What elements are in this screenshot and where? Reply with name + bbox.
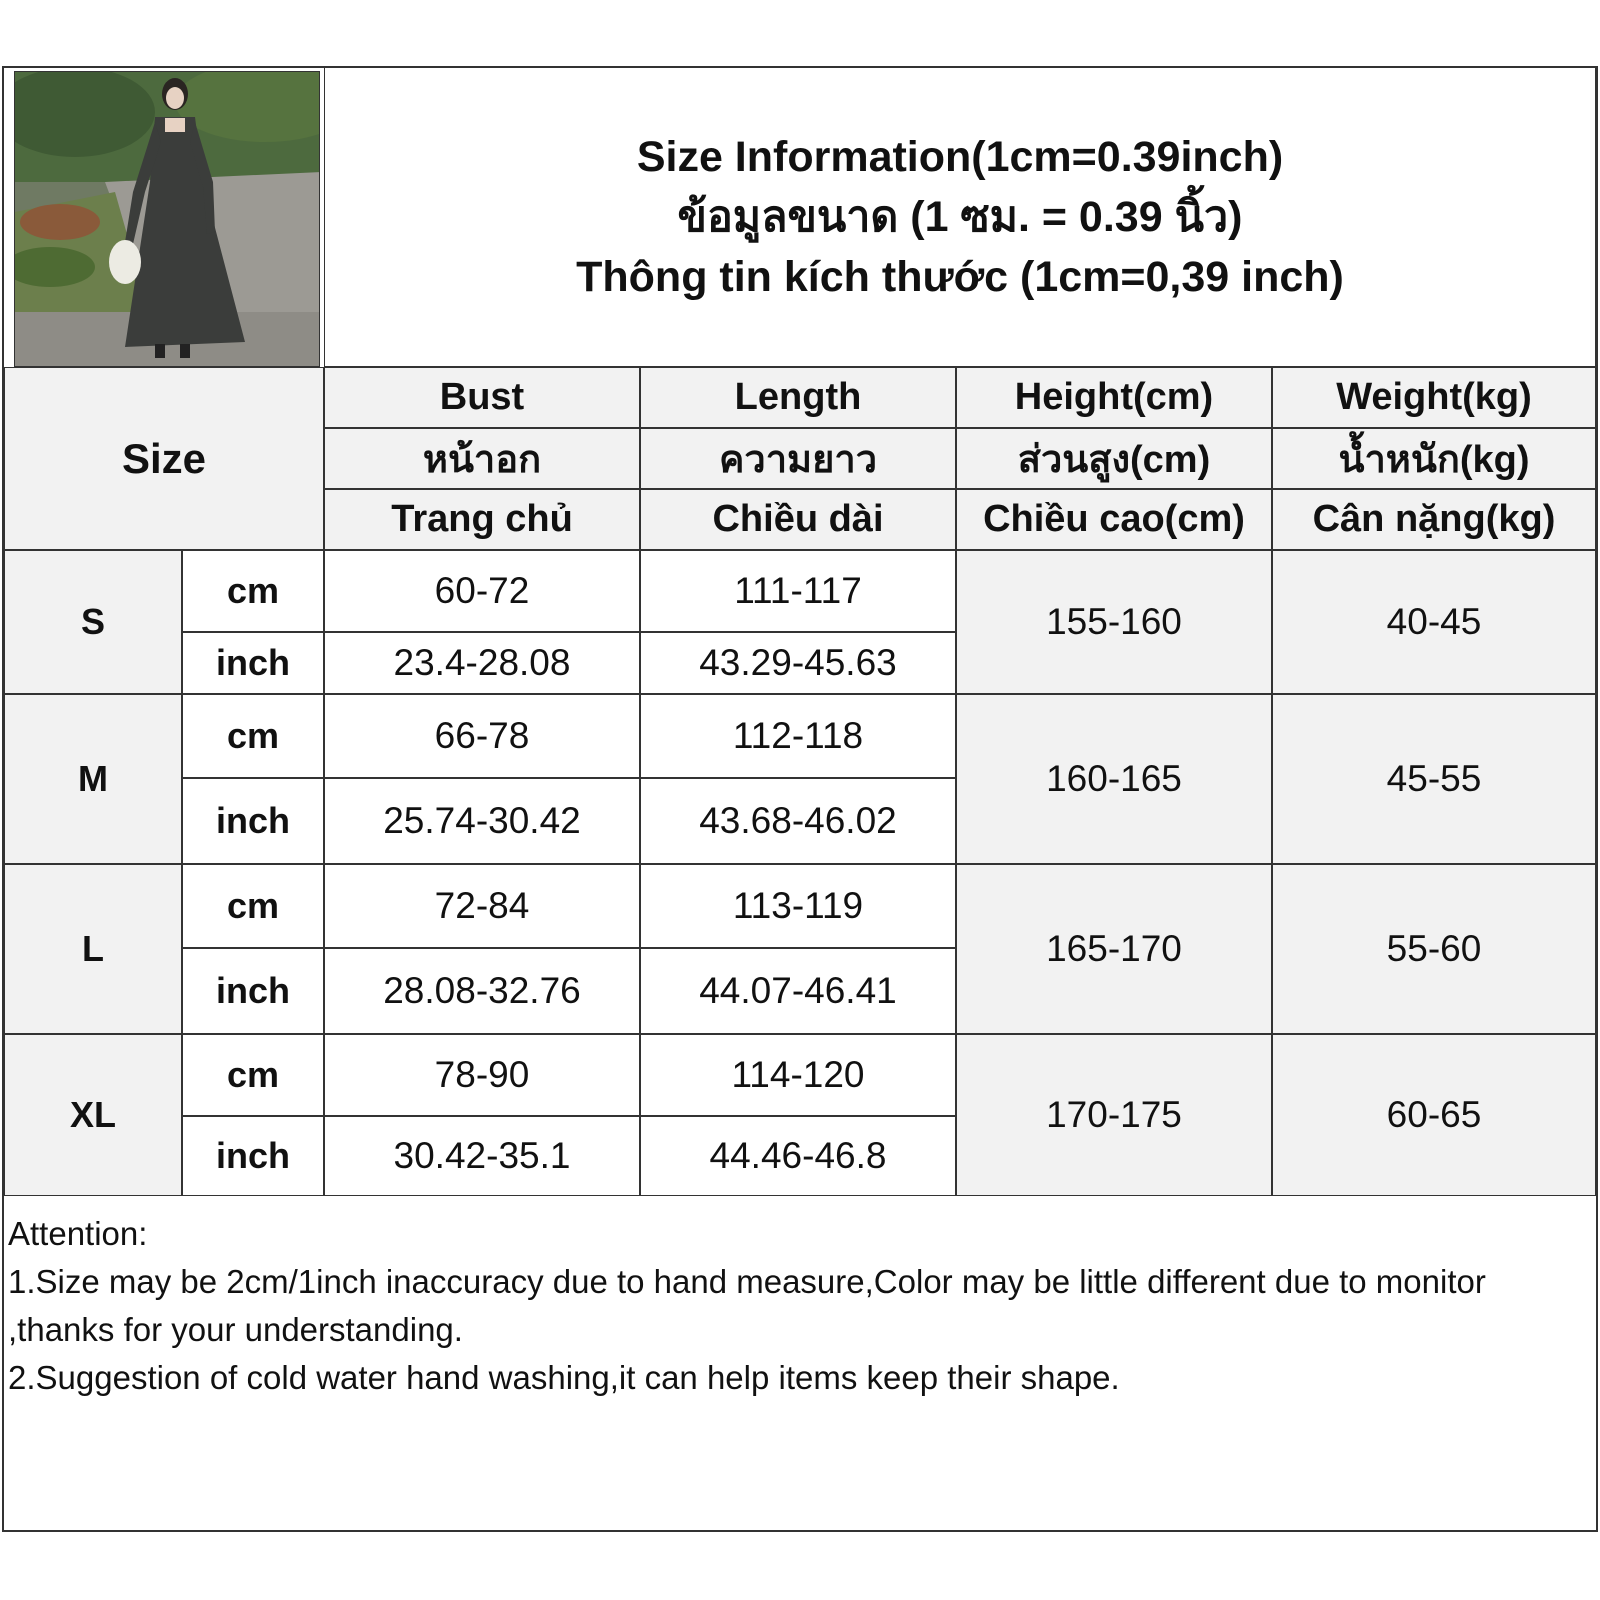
unit-label: cm xyxy=(226,715,280,756)
cell-value: 60-65 xyxy=(1386,1094,1482,1135)
unit-label: cm xyxy=(226,885,280,926)
size-header-cell xyxy=(4,367,324,550)
attention-heading: Attention: xyxy=(8,1215,148,1252)
length-cm-s xyxy=(640,550,956,632)
bust-header-en xyxy=(324,367,640,428)
unit-label: inch xyxy=(215,642,290,683)
weight-m xyxy=(1272,694,1596,864)
size-header-label: Size xyxy=(121,434,207,482)
size-cell-l xyxy=(4,864,182,1034)
weight-header-en-text: Weight(kg) xyxy=(1336,376,1532,418)
bust-cm-xl xyxy=(324,1034,640,1116)
product-photo-image xyxy=(15,72,320,367)
unit-label: inch xyxy=(215,800,290,841)
attention-note-2: 2.Suggestion of cold water hand washing,it can help items keep their shape. xyxy=(8,1359,1120,1396)
size-cell-m xyxy=(4,694,182,864)
cell-value: 44.07-46.41 xyxy=(699,970,897,1011)
height-header-en xyxy=(956,367,1272,428)
unit-label: cm xyxy=(226,1054,280,1095)
length-header-vi xyxy=(640,489,956,550)
cell-value: 44.46-46.8 xyxy=(709,1135,887,1176)
length-inch-xl xyxy=(640,1116,956,1196)
unit-cell-s-inch xyxy=(182,632,324,694)
bust-cm-m xyxy=(324,694,640,778)
cell-value: 78-90 xyxy=(434,1054,530,1095)
weight-xl xyxy=(1272,1034,1596,1196)
bust-inch-s xyxy=(324,632,640,694)
bust-cm-s xyxy=(324,550,640,632)
height-header-th-text: ส่วนสูง(cm) xyxy=(1017,439,1211,481)
bust-header-th xyxy=(324,428,640,489)
unit-cell-l-inch xyxy=(182,948,324,1034)
size-cell-s xyxy=(4,550,182,694)
weight-s xyxy=(1272,550,1596,694)
weight-header-vi xyxy=(1272,489,1596,550)
size-cell-xl xyxy=(4,1034,182,1196)
cell-value: 60-72 xyxy=(434,570,530,611)
cell-value: 43.68-46.02 xyxy=(699,800,897,841)
height-m xyxy=(956,694,1272,864)
size-label-s: S xyxy=(80,601,105,642)
height-header-en-text: Height(cm) xyxy=(1014,376,1214,418)
length-header-th xyxy=(640,428,956,489)
title-block xyxy=(324,67,1596,367)
height-header-th xyxy=(956,428,1272,489)
size-label-m: M xyxy=(78,758,108,799)
bust-header-vi xyxy=(324,489,640,550)
cell-value: 160-165 xyxy=(1046,758,1182,799)
cell-value: 112-118 xyxy=(732,715,864,756)
cell-value: 72-84 xyxy=(434,885,530,926)
length-inch-m xyxy=(640,778,956,864)
weight-header-th-text: น้ำหนัก(kg) xyxy=(1338,439,1530,481)
title-thai: ข้อมูลขนาด (1 ซม. = 0.39 นิ้ว) xyxy=(677,193,1243,241)
height-header-vi-text: Chiều cao(cm) xyxy=(983,498,1245,540)
bust-header-en-text: Bust xyxy=(439,376,525,418)
bust-header-vi-text: Trang chủ xyxy=(391,498,573,540)
unit-cell-l-cm xyxy=(182,864,324,948)
unit-cell-m-inch xyxy=(182,778,324,864)
cell-value: 40-45 xyxy=(1386,601,1482,642)
cell-value: 66-78 xyxy=(434,715,530,756)
weight-header-vi-text: Cân nặng(kg) xyxy=(1312,498,1556,540)
length-header-en-text: Length xyxy=(734,376,862,418)
cell-value: 55-60 xyxy=(1386,928,1482,969)
attention-note-1: 1.Size may be 2cm/1inch inaccuracy due to hand measure,Color may be little different due to monitor ,thanks for your understanding. xyxy=(8,1263,1486,1348)
length-inch-s xyxy=(640,632,956,694)
cell-value: 30.42-35.1 xyxy=(393,1135,571,1176)
weight-l xyxy=(1272,864,1596,1034)
length-header-vi-text: Chiều dài xyxy=(712,498,884,540)
weight-header-en xyxy=(1272,367,1596,428)
cell-value: 111-117 xyxy=(734,570,862,611)
unit-cell-xl-inch xyxy=(182,1116,324,1196)
unit-cell-s-cm xyxy=(182,550,324,632)
bust-header-th-text: หน้าอก xyxy=(422,439,542,481)
size-label-l: L xyxy=(82,928,104,969)
height-l xyxy=(956,864,1272,1034)
cell-value: 43.29-45.63 xyxy=(699,642,897,683)
product-photo xyxy=(14,71,320,367)
attention-notes xyxy=(8,1210,1588,1402)
cell-value: 23.4-28.08 xyxy=(393,642,571,683)
unit-label: inch xyxy=(215,1135,290,1176)
unit-label: inch xyxy=(215,970,290,1011)
length-cm-xl xyxy=(640,1034,956,1116)
bust-inch-xl xyxy=(324,1116,640,1196)
title-vietnamese: Thông tin kích thước (1cm=0,39 inch) xyxy=(576,253,1344,301)
unit-label: cm xyxy=(226,570,280,611)
bust-inch-m xyxy=(324,778,640,864)
bust-cm-l xyxy=(324,864,640,948)
height-s xyxy=(956,550,1272,694)
title-english: Size Information(1cm=0.39inch) xyxy=(636,133,1284,181)
height-xl xyxy=(956,1034,1272,1196)
length-header-en xyxy=(640,367,956,428)
cell-value: 113-119 xyxy=(732,885,864,926)
length-header-th-text: ความยาว xyxy=(718,439,878,481)
cell-value: 45-55 xyxy=(1386,758,1482,799)
cell-value: 165-170 xyxy=(1046,928,1182,969)
cell-value: 170-175 xyxy=(1046,1094,1182,1135)
length-cm-l xyxy=(640,864,956,948)
weight-header-th xyxy=(1272,428,1596,489)
height-header-vi xyxy=(956,489,1272,550)
unit-cell-m-cm xyxy=(182,694,324,778)
cell-value: 28.08-32.76 xyxy=(383,970,581,1011)
unit-cell-xl-cm xyxy=(182,1034,324,1116)
length-cm-m xyxy=(640,694,956,778)
length-inch-l xyxy=(640,948,956,1034)
cell-value: 155-160 xyxy=(1046,601,1182,642)
bust-inch-l xyxy=(324,948,640,1034)
size-label-xl: XL xyxy=(69,1094,116,1135)
cell-value: 114-120 xyxy=(731,1054,865,1095)
cell-value: 25.74-30.42 xyxy=(383,800,581,841)
